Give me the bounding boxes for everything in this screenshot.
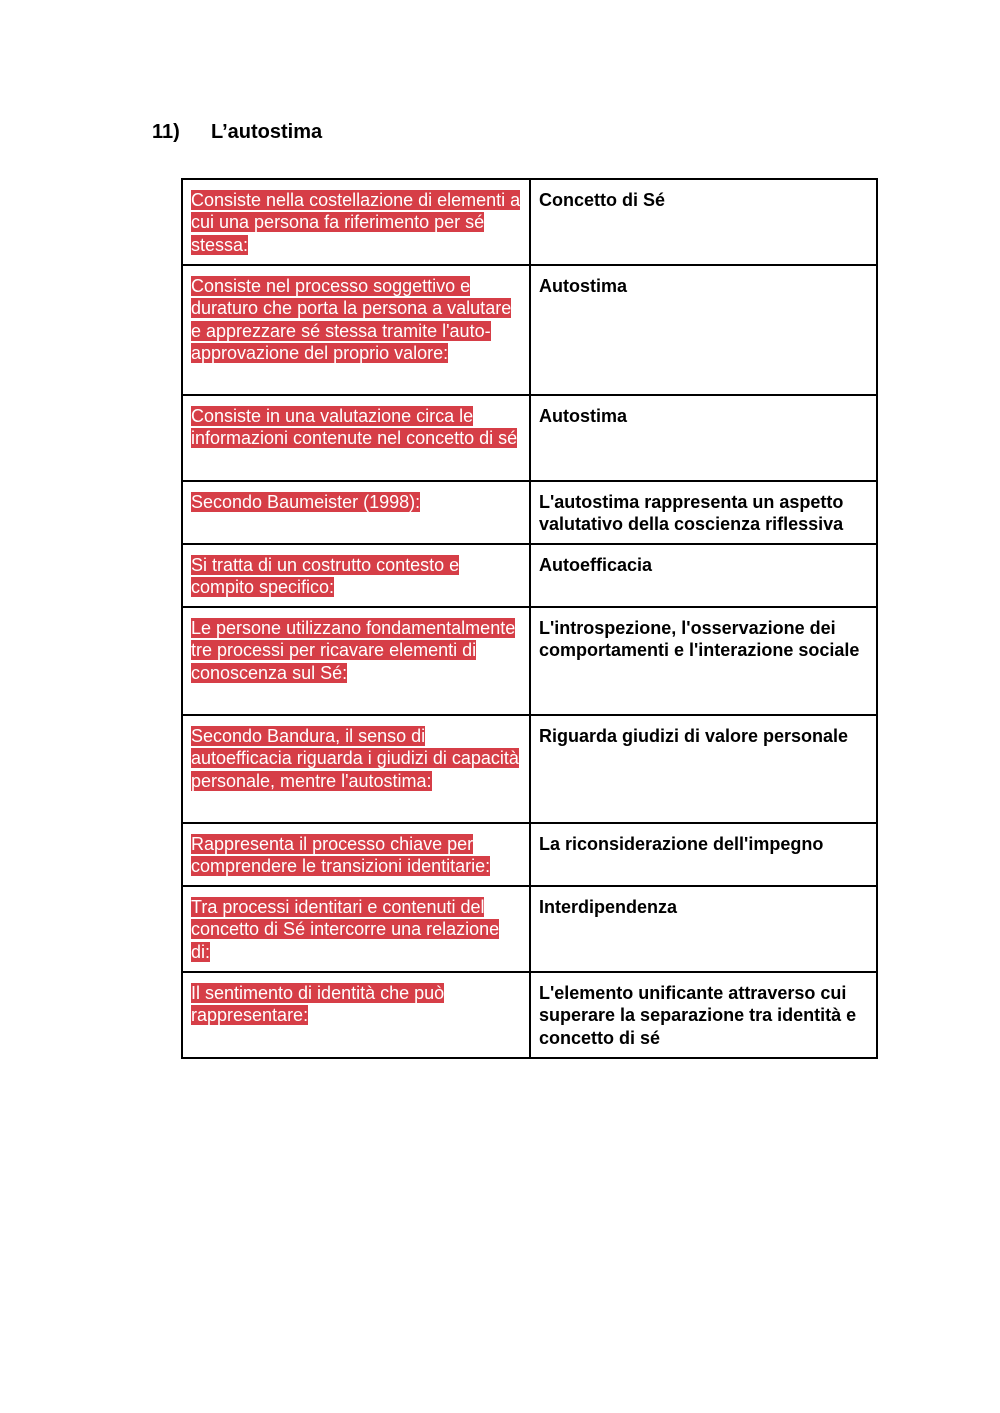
question-text: Le persone utilizzano fondamentalmente tre processi per ricavare elementi di conoscenza sul Sé: (191, 618, 516, 683)
answer-text: Concetto di Sé (539, 190, 666, 210)
question-cell (182, 886, 530, 972)
question-text: Secondo Baumeister (1998): (191, 492, 421, 512)
answer-text: L'autostima rappresenta un aspetto valutativo della coscienza riflessiva (539, 492, 844, 535)
table-row (182, 179, 877, 265)
table-row (182, 823, 877, 886)
table-row (182, 395, 877, 481)
answer-cell (530, 886, 877, 972)
question-cell (182, 179, 530, 265)
question-cell (182, 823, 530, 886)
question-cell (182, 544, 530, 607)
question-text: Consiste nel processo soggettivo e duraturo che porta la persona a valutare e apprezzare sé stessa tramite l'auto-approvazione del proprio valore: (191, 276, 512, 364)
question-text: Tra processi identitari e contenuti del concetto di Sé intercorre una relazione di: (191, 896, 500, 962)
question-cell (182, 607, 530, 715)
answer-text: L'introspezione, l'osservazione dei comportamenti e l'interazione sociale (539, 618, 860, 661)
table-row (182, 265, 877, 395)
question-cell (182, 715, 530, 823)
answer-cell (530, 481, 877, 544)
answer-cell (530, 395, 877, 481)
section-number: 11) (152, 121, 180, 143)
table-row (182, 544, 877, 607)
question-text: Rappresenta il processo chiave per comprendere le transizioni identitarie: (191, 834, 491, 877)
qa-table (181, 178, 878, 1059)
answer-text: Interdipendenza (539, 896, 678, 917)
answer-cell (530, 607, 877, 715)
table-row (182, 715, 877, 823)
question-cell (182, 395, 530, 481)
question-text: Si tratta di un costrutto contesto e compito specifico: (191, 555, 460, 598)
section-heading (152, 121, 322, 144)
answer-cell (530, 823, 877, 886)
question-cell (182, 265, 530, 395)
answer-text: Autostima (539, 276, 628, 296)
answer-text: Autoefficacia (539, 555, 653, 575)
question-text: Il sentimento di identità che può rappresentare: (191, 982, 445, 1026)
question-cell (182, 972, 530, 1058)
question-text: Secondo Bandura, il senso di autoefficacia riguarda i giudizi di capacità personale, mentre l'autostima: (191, 726, 519, 791)
answer-cell (530, 179, 877, 265)
answer-cell (530, 972, 877, 1058)
question-text: Consiste nella costellazione di elementi a cui una persona fa riferimento per sé stessa: (191, 190, 521, 255)
question-cell (182, 481, 530, 544)
answer-cell (530, 544, 877, 607)
answer-text: Autostima (539, 406, 628, 426)
table-row (182, 481, 877, 544)
table-row (182, 972, 877, 1058)
table-row (182, 607, 877, 715)
section-title: L’autostima (211, 121, 323, 143)
answer-text: Riguarda giudizi di valore personale (539, 726, 849, 746)
answer-cell (530, 265, 877, 395)
question-text: Consiste in una valutazione circa le informazioni contenute nel concetto di sé (191, 406, 518, 449)
answer-cell (530, 715, 877, 823)
answer-text: L'elemento unificante attraverso cui superare la separazione tra identità e concetto di sé (539, 982, 857, 1048)
answer-text: La riconsiderazione dell'impegno (539, 834, 824, 854)
table-row (182, 886, 877, 972)
